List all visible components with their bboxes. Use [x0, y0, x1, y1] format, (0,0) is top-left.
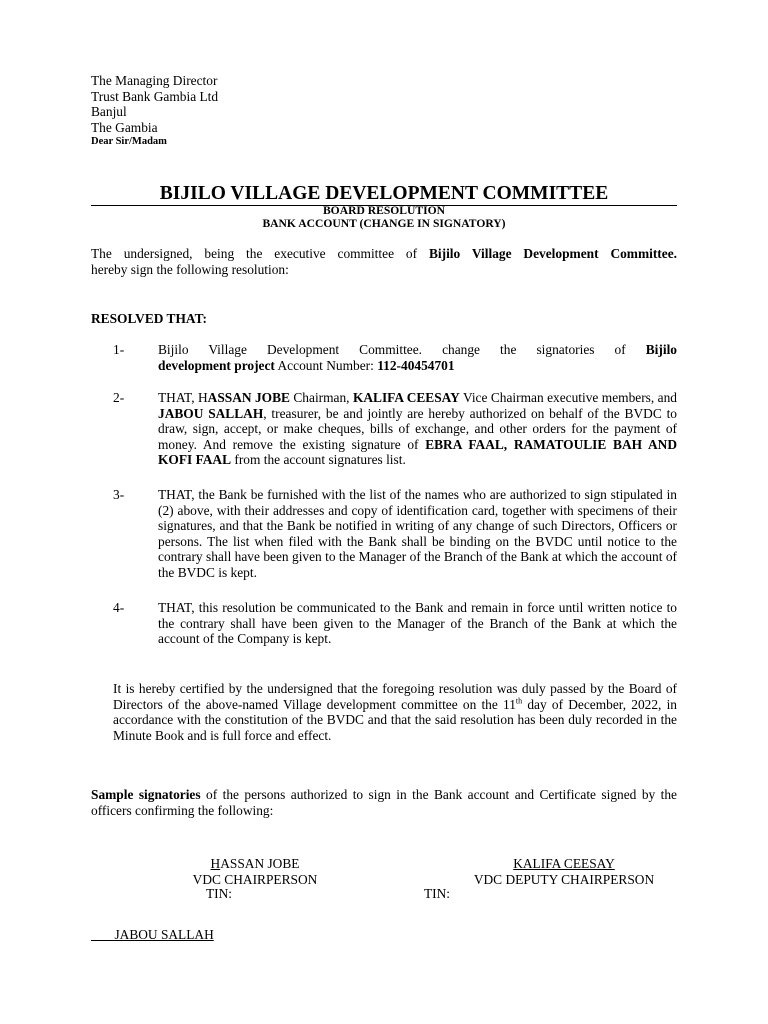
signatory-tin-label-2: TIN:	[424, 886, 451, 901]
item-number: 3-	[113, 487, 125, 502]
item-text: THAT, the Bank be furnished with the list of the names who are authorized to sign stipulated in (2) above, with their addresses and copy of identification card, together with specimens of their signatures, and that the Bank be notified in writing of any change of such Directors, Officers or persons. The list when filed with the Bank shall be binding on the BVDC until notice to the contrary shall have been given to the Manager of the Branch of the Bank at which the account of the BVDC is kept.	[158, 487, 677, 580]
intro-line-2: hereby sign the following resolution:	[91, 261, 289, 277]
address-line: The Managing Director	[91, 73, 218, 88]
item-text: Bijilo Village Development Committee. change the signatories of Bijilo development project Account Number: 112-40454701	[158, 342, 677, 373]
sample-signatories-paragraph: Sample signatories of the persons authorized to sign in the Bank account and Certificate signed by the officers confirming the following:	[91, 787, 677, 818]
item-number: 1-	[113, 342, 125, 357]
certification-paragraph: It is hereby certified by the undersigned that the foregoing resolution was duly passed by the Board of Directors of the above-named Village development committee on the 11th day of December, 2022, in accordance with the constitution of the BVDC and that the said resolution has been duly recorded in the Minute Book and is full force and effect.	[113, 681, 677, 743]
address-line: Trust Bank Gambia Ltd	[91, 88, 219, 104]
signatory-deputy-chairperson	[437, 856, 691, 887]
signatory-tin-label: TIN:	[206, 886, 233, 901]
signatory-treasurer: JABOU SALLAH	[114, 927, 214, 942]
address-line: The Gambia	[91, 119, 158, 135]
signatory-role: VDC CHAIRPERSON	[192, 871, 318, 887]
signatory-chairperson	[160, 856, 350, 887]
document-subtitle: BOARD RESOLUTION	[322, 204, 446, 217]
item-number: 4-	[113, 600, 125, 615]
intro-paragraph	[91, 246, 677, 277]
document-subtitle-2: BANK ACCOUNT (CHANGE IN SIGNATORY)	[262, 217, 506, 230]
item-text: THAT, this resolution be communicated to the Bank and remain in force until written notice to the contrary shall have been given to the Manager of the Branch of the Bank at which the account of the Company is kept.	[158, 600, 677, 647]
resolved-heading: RESOLVED THAT:	[91, 311, 207, 326]
item-text: THAT, HASSAN JOBE Chairman, KALIFA CEESAY Vice Chairman executive members, and JABOU SALLAH, treasurer, be and jointly are hereby authorized on behalf of the BVDC to draw, sign, accept, or make cheques, bills of exchange, and other orders for the payment of money. And remove the existing signature of EBRA FAAL, RAMATOULIE BAH AND KOFI FAAL from the account signatures list.	[158, 390, 677, 468]
document-title: BIJILO VILLAGE DEVELOPMENT COMMITTEE	[159, 183, 609, 204]
intro-line-1: The undersigned, being the executive committee of Bijilo Village Development Committee.	[91, 246, 677, 261]
signatory-role: VDC DEPUTY CHAIRPERSON	[473, 871, 655, 887]
item-number: 2-	[113, 390, 125, 405]
salutation: Dear Sir/Madam	[91, 136, 167, 148]
address-line: Banjul	[91, 104, 127, 120]
signatory-name: KALIFA CEESAY	[513, 856, 615, 871]
recipient-address	[91, 73, 218, 148]
signatory-name: HASSAN JOBE	[210, 856, 300, 871]
